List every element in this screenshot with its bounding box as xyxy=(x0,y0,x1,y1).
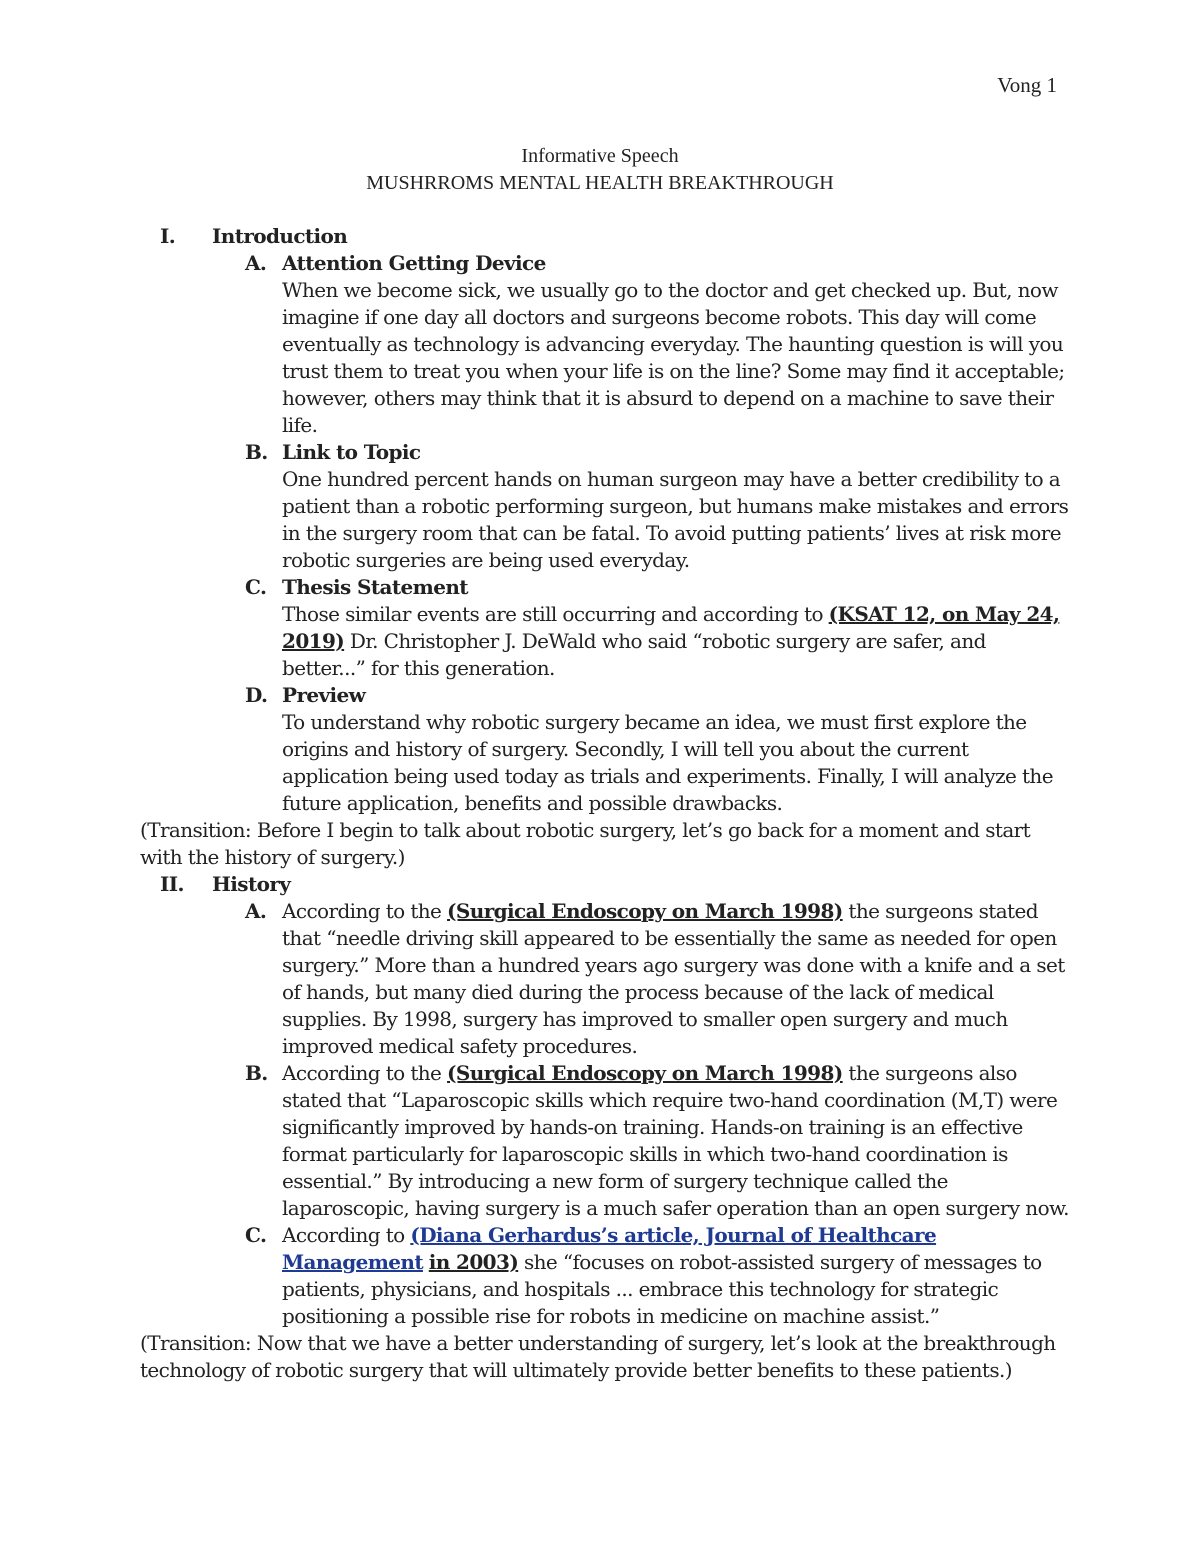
subsection-history-a xyxy=(140,898,1070,1060)
subsection-preview xyxy=(140,682,1070,817)
subsection-history-b xyxy=(140,1060,1070,1222)
citation-year: in 2003) xyxy=(428,1250,519,1274)
transition-2: (Transition: Now that we have a better understanding of surgery, let’s look at the breakthrough technology of robotic surgery that will ultimately provide better benefits to these patients.) xyxy=(140,1331,1056,1382)
subsection-text xyxy=(282,1222,1070,1330)
subsection-attention-getting-device xyxy=(140,250,1070,439)
subsection-title: Attention Getting Device xyxy=(282,251,546,275)
subsection-letter: B. xyxy=(245,1061,268,1085)
subsection-title: Thesis Statement xyxy=(282,575,468,599)
subsection-letter: A. xyxy=(245,899,267,923)
subsection-text: One hundred percent hands on human surgeon may have a better credibility to a patient than a robotic performing surgeon, but humans make mistakes and errors in the surgery room that can be fatal. To avoid putting patients’ lives at risk more robotic surgeries are being used everyday. xyxy=(282,467,1069,572)
subsection-letter: B. xyxy=(245,440,268,464)
section-numeral: I. xyxy=(160,224,176,248)
text-before-citation: Those similar events are still occurring and according to xyxy=(282,602,829,626)
subsection-title: Link to Topic xyxy=(282,440,421,464)
subsection-letter: D. xyxy=(245,683,268,707)
text-before-citation: According to the xyxy=(282,1061,448,1085)
subsection-letter: C. xyxy=(245,575,267,599)
citation-link-gerhardus[interactable]: (Diana Gerhardus’s article, Journal of Healthcare Management xyxy=(282,1223,937,1274)
text-before-citation: According to the xyxy=(282,899,448,923)
text-after-citation: she “focuses on robot-assisted surgery of messages to patients, physicians, and hospitals ... embrace this technology for strategic positioning a possible rise for robots in medicine on machine assist.” xyxy=(282,1250,1042,1328)
section-title: Introduction xyxy=(212,224,348,248)
transition-1: (Transition: Before I begin to talk about robotic surgery, let’s go back for a moment and start with the history of surgery.) xyxy=(140,818,1031,869)
subsection-text: When we become sick, we usually go to the doctor and get checked up. But, now imagine if one day all doctors and surgeons become robots. This day will come eventually as technology is advancing everyday. The haunting question is will you trust them to treat you when your life is on the line? Some may find it acceptable; however, others may think that it is absurd to depend on a machine to save their life. xyxy=(282,278,1065,437)
subsection-text xyxy=(282,898,1070,1060)
text-after-citation: the surgeons also stated that “Laparoscopic skills which require two-hand coordination (M,T) were significantly improved by hands-on training. Hands-on training is an effective format particularly for laparoscopic skills in which two-hand coordination is essential.” By introducing a new form of surgery technique called the laparoscopic, having surgery is a much safer operation than an open surgery now. xyxy=(282,1061,1069,1220)
citation-ksat: (KSAT 12, on May 24, 2019) xyxy=(282,602,1060,653)
subsection-link-to-topic xyxy=(140,439,1070,574)
subsection-letter: C. xyxy=(245,1223,267,1247)
subsection-thesis-statement xyxy=(140,574,1070,682)
text-after-citation: Dr. Christopher J. DeWald who said “robotic surgery are safer, and better...” for this generation. xyxy=(282,629,986,680)
subsection-letter: A. xyxy=(245,251,267,275)
citation-surgical-endoscopy: (Surgical Endoscopy on March 1998) xyxy=(447,1061,843,1085)
section-heading-introduction xyxy=(140,223,1070,250)
subsection-text xyxy=(282,601,1070,682)
section-numeral: II. xyxy=(160,872,184,896)
running-head: Vong 1 xyxy=(997,73,1057,97)
title-block xyxy=(0,143,1200,197)
subsection-history-c xyxy=(140,1222,1070,1330)
title-line-2: MUSHRROMS MENTAL HEALTH BREAKTHROUGH xyxy=(366,172,834,194)
subsection-text: To understand why robotic surgery became an idea, we must first explore the origins and history of surgery. Secondly, I will tell you about the current application being used today as trials and experiments. Finally, I will analyze the future application, benefits and possible drawbacks. xyxy=(282,710,1053,815)
section-title: History xyxy=(212,872,291,896)
text-after-citation: the surgeons stated that “needle driving skill appeared to be essentially the same as needed for open surgery.” More than a hundred years ago surgery was done with a knife and a set of hands, but many died during the process because of the lack of medical supplies. By 1998, surgery has improved to smaller open surgery and much improved medical safety procedures. xyxy=(282,899,1065,1058)
subsection-title: Preview xyxy=(282,683,366,707)
outline-body xyxy=(140,223,1070,1384)
subsection-text xyxy=(282,1060,1070,1222)
text-before-citation: According to xyxy=(282,1223,411,1247)
section-heading-history xyxy=(140,871,1070,898)
citation-surgical-endoscopy: (Surgical Endoscopy on March 1998) xyxy=(447,899,843,923)
title-line-1: Informative Speech xyxy=(521,145,679,167)
